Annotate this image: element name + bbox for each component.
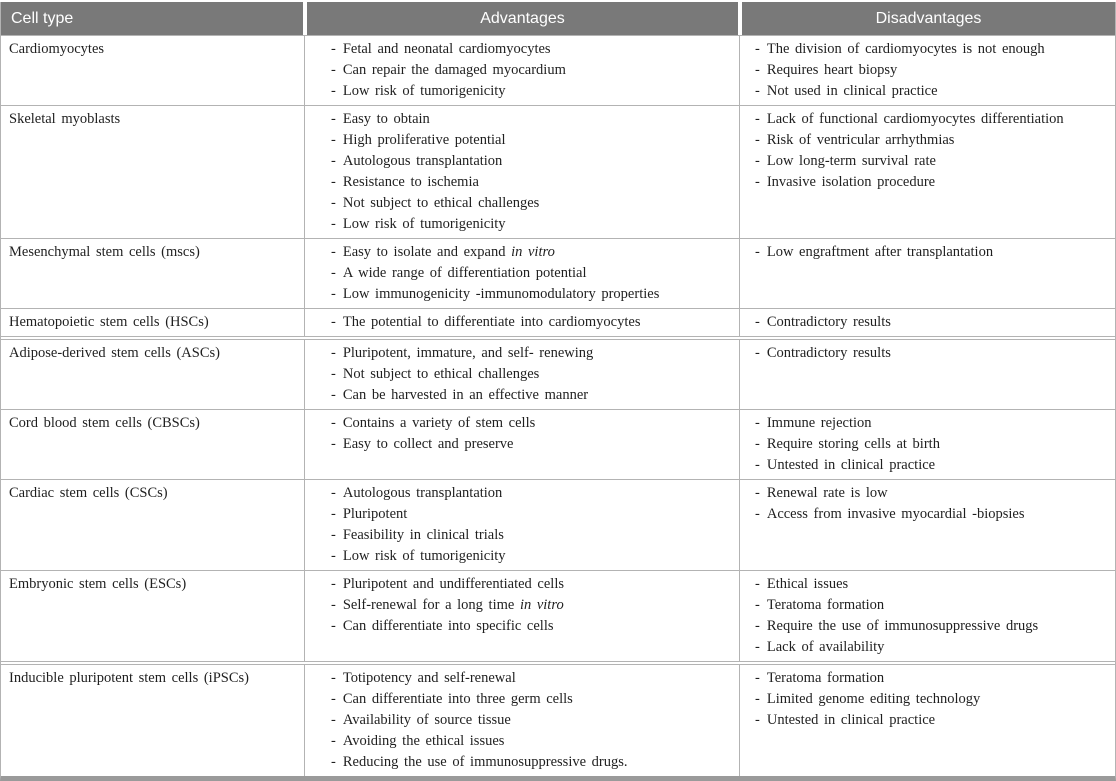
disadvantage-item [755, 434, 1109, 455]
disadvantage-item [755, 151, 1109, 172]
disadvantages-list [742, 665, 1115, 776]
bullet-dash: - [331, 83, 336, 99]
column-divider [303, 665, 307, 776]
column-divider [303, 239, 307, 308]
advantage-item-text: Feasibility in clinical trials [342, 527, 504, 543]
advantage-item-text: Can repair the damaged myocardium [342, 62, 566, 78]
bullet-dash: - [331, 691, 336, 707]
disadvantage-item-text: Ethical issues [766, 576, 849, 592]
bullet-dash: - [331, 286, 336, 302]
disadvantage-item-text: Risk of ventricular arrhythmias [766, 132, 955, 148]
disadvantage-item-text: Not used in clinical practice [766, 83, 938, 99]
bullet-dash: - [331, 485, 336, 501]
advantage-item [331, 504, 732, 525]
disadvantage-item [755, 81, 1109, 102]
disadvantage-item [755, 60, 1109, 81]
bullet-dash: - [331, 618, 336, 634]
bullet-dash: - [331, 366, 336, 382]
advantage-item-text: Avoiding the ethical issues [342, 733, 505, 749]
disadvantage-item [755, 710, 1109, 731]
bullet-dash: - [755, 244, 760, 260]
bullet-dash: - [755, 457, 760, 473]
bullet-dash: - [755, 597, 760, 613]
table-header-row [1, 2, 1115, 35]
column-divider [303, 309, 307, 336]
bullet-dash: - [755, 576, 760, 592]
disadvantage-item [755, 483, 1109, 504]
bullet-dash: - [755, 83, 760, 99]
advantage-item-text: Pluripotent and undifferentiated cells [342, 576, 565, 592]
advantage-item [331, 284, 732, 305]
disadvantage-item-text: Lack of availability [766, 639, 885, 655]
advantages-list [307, 36, 738, 105]
cell-type-name: Cord blood stem cells (CBSCs) [9, 415, 200, 431]
bullet-dash: - [331, 111, 336, 127]
bullet-dash: - [755, 314, 760, 330]
advantage-item-text: Low risk of tumorigenicity [342, 83, 506, 99]
disadvantages-list [742, 571, 1115, 661]
disadvantage-item-text: Lack of functional cardiomyocytes differentiation [766, 111, 1064, 127]
advantage-item-text: Can differentiate into specific cells [342, 618, 554, 634]
column-divider [303, 340, 307, 409]
advantage-item [331, 574, 732, 595]
advantage-item-text: Pluripotent [342, 506, 408, 522]
disadvantage-item [755, 312, 1109, 333]
table-row [1, 410, 1115, 480]
advantage-item-text: Low risk of tumorigenicity [342, 216, 506, 232]
advantages-list [307, 309, 738, 336]
disadvantages-list [742, 36, 1115, 105]
advantage-item-text: High proliferative potential [342, 132, 506, 148]
disadvantage-item [755, 574, 1109, 595]
disadvantage-item [755, 343, 1109, 364]
disadvantage-item-text: Require the use of immunosuppressive drugs [766, 618, 1039, 634]
advantage-item [331, 312, 732, 333]
advantage-item-text: Can be harvested in an effective manner [342, 387, 589, 403]
disadvantage-item-text: Renewal rate is low [766, 485, 888, 501]
disadvantage-item-text: Immune rejection [766, 415, 872, 431]
advantage-item [331, 752, 732, 773]
disadvantage-item [755, 504, 1109, 525]
bullet-dash: - [331, 436, 336, 452]
disadvantage-item [755, 637, 1109, 658]
bullet-dash: - [331, 314, 336, 330]
disadvantage-item-text: Low long-term survival rate [766, 153, 936, 169]
cell-type-name: Inducible pluripotent stem cells (iPSCs) [9, 670, 249, 686]
advantages-list [307, 410, 738, 479]
disadvantage-item [755, 668, 1109, 689]
disadvantage-item-text: Limited genome editing technology [766, 691, 981, 707]
advantage-item-text: Easy to collect and preserve [342, 436, 514, 452]
advantage-item [331, 343, 732, 364]
advantages-list [307, 665, 738, 776]
advantage-item [331, 413, 732, 434]
column-divider [738, 309, 742, 336]
advantage-item-text: Contains a variety of stem cells [342, 415, 536, 431]
table-row [1, 309, 1115, 337]
header-disadvantages: Disadvantages [742, 2, 1115, 35]
disadvantage-item-text: Untested in clinical practice [766, 457, 936, 473]
column-divider [738, 36, 742, 105]
disadvantage-item [755, 616, 1109, 637]
cell-type-name: Adipose-derived stem cells (ASCs) [9, 345, 220, 361]
advantage-item [331, 81, 732, 102]
header-advantages: Advantages [307, 2, 738, 35]
advantage-item-text: Autologous transplantation [342, 153, 503, 169]
bullet-dash: - [331, 754, 336, 770]
advantage-item [331, 130, 732, 151]
bullet-dash: - [331, 41, 336, 57]
advantage-item [331, 193, 732, 214]
bullet-dash: - [331, 548, 336, 564]
bullet-dash: - [755, 670, 760, 686]
column-divider [738, 571, 742, 661]
bullet-dash: - [331, 506, 336, 522]
advantage-item-text: Easy to isolate and expand in vitro [342, 244, 555, 260]
disadvantage-item [755, 595, 1109, 616]
advantage-item-text: Resistance to ischemia [342, 174, 479, 190]
disadvantage-item [755, 39, 1109, 60]
bullet-dash: - [755, 712, 760, 728]
advantage-item [331, 214, 732, 235]
bullet-dash: - [331, 576, 336, 592]
disadvantage-item-text: Contradictory results [766, 345, 891, 361]
cell-type-name: Embryonic stem cells (ESCs) [9, 576, 187, 592]
disadvantages-list [742, 106, 1115, 238]
bullet-dash: - [331, 153, 336, 169]
bullet-dash: - [755, 618, 760, 634]
cell-type-name: Mesenchymal stem cells (mscs) [9, 244, 200, 260]
advantages-list [307, 480, 738, 570]
advantages-list [307, 239, 738, 308]
advantage-item [331, 60, 732, 81]
advantage-item-text: Reducing the use of immunosuppressive drugs. [342, 754, 628, 770]
advantage-item-text: Can differentiate into three germ cells [342, 691, 573, 707]
disadvantage-item [755, 109, 1109, 130]
advantage-item [331, 616, 732, 637]
bullet-dash: - [755, 485, 760, 501]
bullet-dash: - [755, 436, 760, 452]
advantages-list [307, 106, 738, 238]
bullet-dash: - [331, 216, 336, 232]
advantages-list [307, 571, 738, 661]
advantage-item-text: Totipotency and self-renewal [342, 670, 516, 686]
advantage-item [331, 172, 732, 193]
bullet-dash: - [331, 733, 336, 749]
bullet-dash: - [755, 111, 760, 127]
advantage-item [331, 668, 732, 689]
bullet-dash: - [755, 153, 760, 169]
advantage-item [331, 689, 732, 710]
disadvantages-list [742, 309, 1115, 336]
disadvantage-item-text: The division of cardiomyocytes is not enough [766, 41, 1045, 57]
cell-therapy-comparison-table [0, 2, 1116, 781]
cell-type-name: Cardiomyocytes [9, 41, 105, 57]
bullet-dash: - [331, 670, 336, 686]
advantage-item [331, 483, 732, 504]
bullet-dash: - [755, 132, 760, 148]
table-row [1, 664, 1115, 776]
disadvantage-item-text: Teratoma formation [766, 597, 885, 613]
disadvantage-item [755, 242, 1109, 263]
table-row [1, 571, 1115, 662]
bullet-dash: - [331, 527, 336, 543]
table-row [1, 480, 1115, 571]
column-divider [303, 106, 307, 238]
bullet-dash: - [755, 506, 760, 522]
bullet-dash: - [331, 244, 336, 260]
column-divider [303, 36, 307, 105]
advantage-item-text: Easy to obtain [342, 111, 430, 127]
advantage-item [331, 385, 732, 406]
table-row [1, 239, 1115, 309]
bullet-dash: - [331, 415, 336, 431]
column-divider [738, 340, 742, 409]
cell-type-name: Hematopoietic stem cells (HSCs) [9, 314, 209, 330]
column-divider [303, 480, 307, 570]
advantage-item-text: Pluripotent, immature, and self- renewing [342, 345, 594, 361]
disadvantage-item [755, 689, 1109, 710]
disadvantage-item-text: Requires heart biopsy [766, 62, 898, 78]
advantage-item-text: Fetal and neonatal cardiomyocytes [342, 41, 551, 57]
advantage-item-text: Not subject to ethical challenges [342, 195, 540, 211]
bullet-dash: - [331, 174, 336, 190]
disadvantage-item-text: Require storing cells at birth [766, 436, 940, 452]
advantage-item [331, 263, 732, 284]
bullet-dash: - [331, 712, 336, 728]
advantage-item-text: A wide range of differentiation potential [342, 265, 587, 281]
advantage-item-text: Autologous transplantation [342, 485, 503, 501]
table-body [1, 35, 1115, 776]
disadvantage-item-text: Teratoma formation [766, 670, 885, 686]
table-row [1, 339, 1115, 410]
advantage-item [331, 364, 732, 385]
advantage-item-text: Low risk of tumorigenicity [342, 548, 506, 564]
bullet-dash: - [331, 132, 336, 148]
bullet-dash: - [755, 415, 760, 431]
advantage-item-text: The potential to differentiate into cardiomyocytes [342, 314, 641, 330]
advantage-item-text: Low immunogenicity -immunomodulatory properties [342, 286, 660, 302]
advantage-item-text: Not subject to ethical challenges [342, 366, 540, 382]
advantage-item [331, 109, 732, 130]
bullet-dash: - [331, 597, 336, 613]
advantage-item [331, 39, 732, 60]
bullet-dash: - [331, 345, 336, 361]
disadvantage-item-text: Untested in clinical practice [766, 712, 936, 728]
bullet-dash: - [331, 387, 336, 403]
cell-type-name: Cardiac stem cells (CSCs) [9, 485, 168, 501]
bullet-dash: - [331, 265, 336, 281]
disadvantage-item [755, 413, 1109, 434]
header-cell-type: Cell type [1, 2, 303, 35]
bullet-dash: - [331, 195, 336, 211]
cell-type-name: Skeletal myoblasts [9, 111, 121, 127]
disadvantages-list [742, 410, 1115, 479]
advantage-item [331, 731, 732, 752]
column-divider [738, 480, 742, 570]
advantage-item [331, 151, 732, 172]
column-divider [738, 106, 742, 238]
advantage-item [331, 546, 732, 567]
advantage-item-text: Availability of source tissue [342, 712, 511, 728]
advantages-list [307, 340, 738, 409]
column-divider [303, 410, 307, 479]
disadvantage-item-text: Low engraftment after transplantation [766, 244, 994, 260]
disadvantage-item-text: Contradictory results [766, 314, 891, 330]
table-row [1, 36, 1115, 106]
disadvantage-item-text: Invasive isolation procedure [766, 174, 936, 190]
advantage-item [331, 595, 732, 616]
advantage-item [331, 434, 732, 455]
advantage-item [331, 710, 732, 731]
disadvantages-list [742, 340, 1115, 409]
disadvantage-item [755, 455, 1109, 476]
table-row [1, 106, 1115, 239]
bullet-dash: - [755, 41, 760, 57]
bullet-dash: - [755, 345, 760, 361]
column-divider [738, 410, 742, 479]
bullet-dash: - [755, 639, 760, 655]
bullet-dash: - [755, 174, 760, 190]
column-divider [303, 571, 307, 661]
advantage-item [331, 242, 732, 263]
disadvantage-item [755, 130, 1109, 151]
disadvantages-list [742, 239, 1115, 308]
disadvantage-item-text: Access from invasive myocardial -biopsies [766, 506, 1025, 522]
disadvantage-item [755, 172, 1109, 193]
advantage-item [331, 525, 732, 546]
bullet-dash: - [331, 62, 336, 78]
disadvantages-list [742, 480, 1115, 570]
column-divider [738, 665, 742, 776]
advantage-item-text: Self-renewal for a long time in vitro [342, 597, 564, 613]
column-divider [738, 239, 742, 308]
bullet-dash: - [755, 691, 760, 707]
bullet-dash: - [755, 62, 760, 78]
